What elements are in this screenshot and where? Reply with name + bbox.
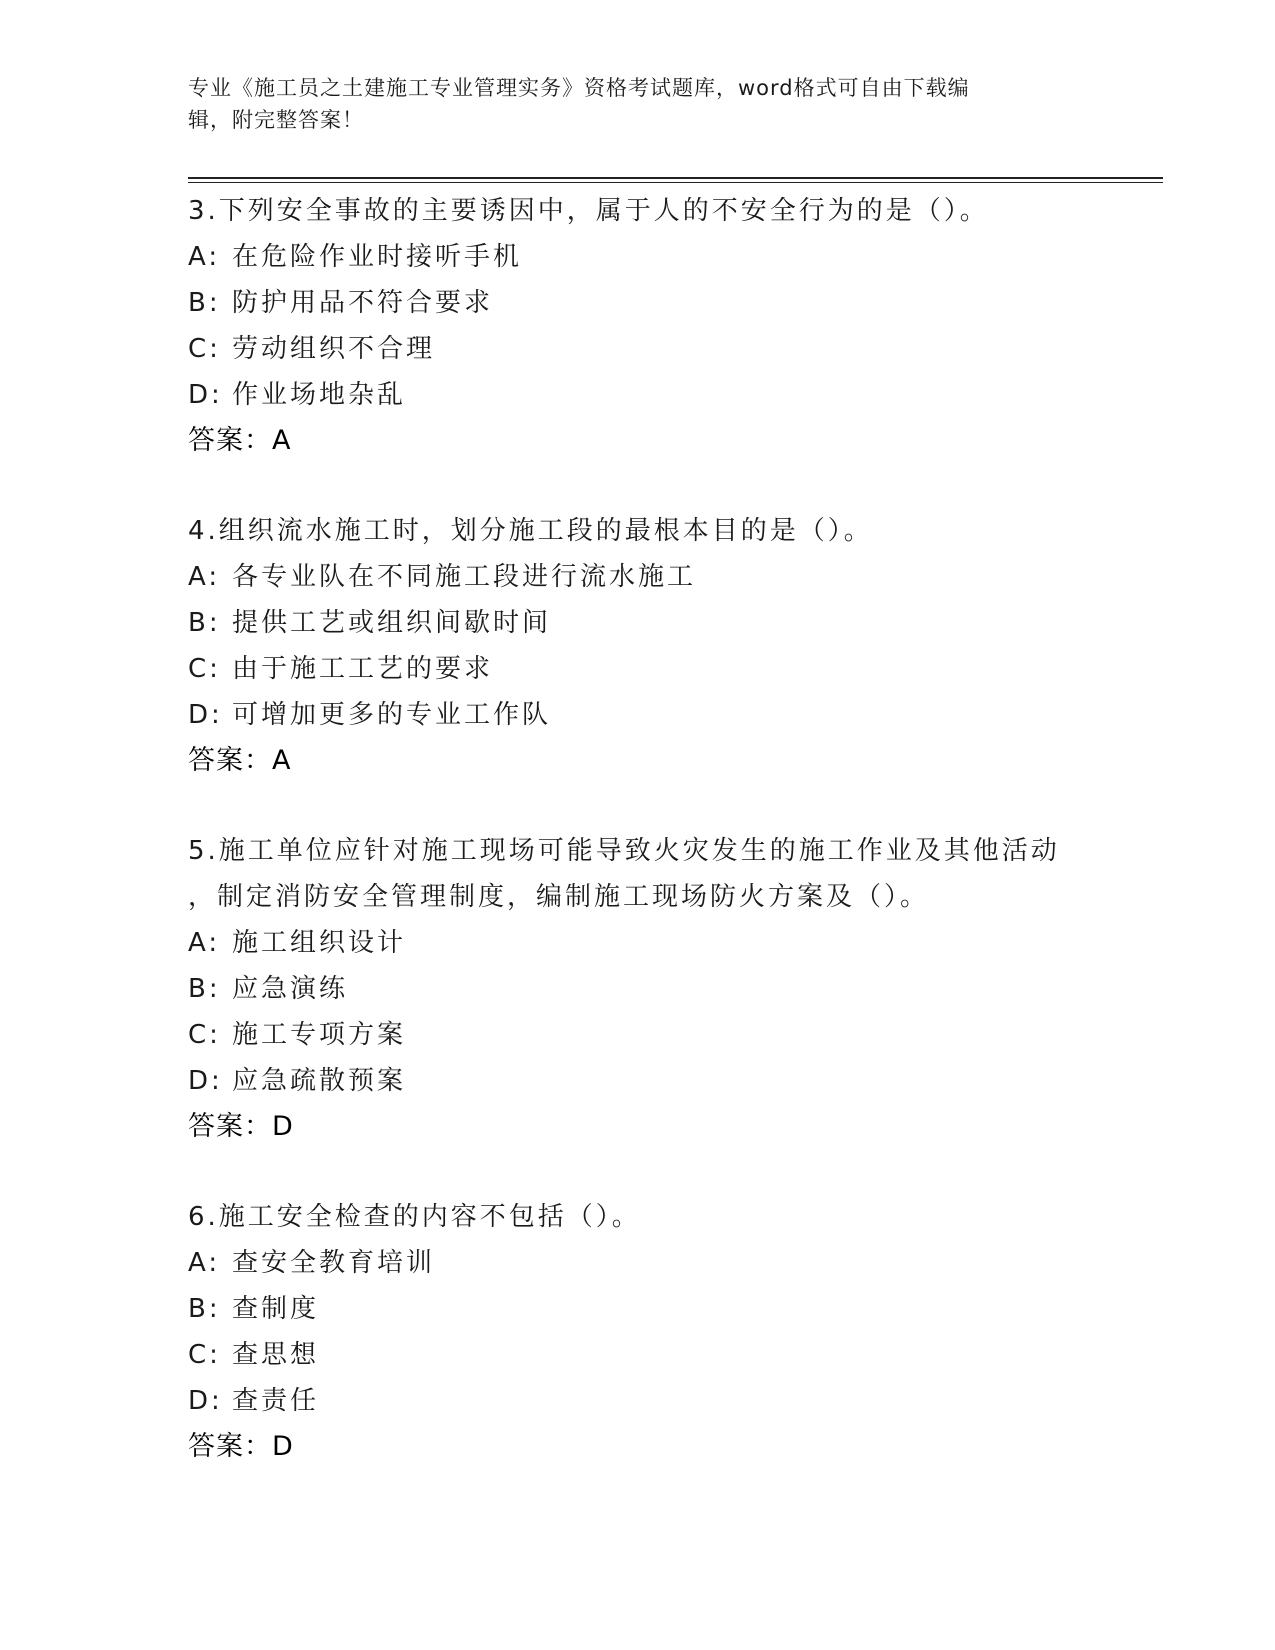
option-text: 劳动组织不合理 (232, 334, 436, 364)
question-spacer (188, 464, 1088, 508)
answer-line: 答案：A (188, 425, 292, 456)
option-letter: A: (188, 242, 221, 272)
question-6 (188, 1194, 1088, 1470)
option-letter: B: (188, 974, 221, 1004)
option-letter: B: (188, 1294, 221, 1324)
option-letter: B: (188, 608, 221, 638)
option-text: 查安全教育培训 (232, 1248, 436, 1278)
option-letter: C: (188, 334, 221, 364)
option-letter: D: (188, 380, 223, 410)
option-text: 应急疏散预案 (232, 1066, 407, 1096)
question-5 (188, 828, 1088, 1150)
option-c (188, 646, 1088, 692)
option-b (188, 966, 1088, 1012)
option-letter: A: (188, 562, 221, 592)
option-text: 查责任 (232, 1386, 320, 1416)
option-text: 在危险作业时接听手机 (232, 242, 523, 272)
question-stem-line-1: 5.施工单位应针对施工现场可能导致火灾发生的施工作业及其他活动 (188, 836, 1060, 866)
question-stem-line-2: ，制定消防安全管理制度，编制施工现场防火方案及（）。 (188, 882, 930, 912)
option-text: 可增加更多的专业工作队 (232, 700, 552, 730)
question-spacer (188, 784, 1088, 828)
answer-line: 答案：A (188, 745, 292, 776)
option-letter: D: (188, 1066, 223, 1096)
option-letter: A: (188, 928, 221, 958)
option-d (188, 372, 1088, 418)
option-letter: C: (188, 1020, 221, 1050)
option-b (188, 1286, 1088, 1332)
option-text: 施工组织设计 (232, 928, 407, 958)
option-b (188, 280, 1088, 326)
question-spacer (188, 1150, 1088, 1194)
option-c (188, 1012, 1088, 1058)
option-b (188, 600, 1088, 646)
option-text: 作业场地杂乱 (232, 380, 407, 410)
option-letter: C: (188, 654, 221, 684)
header-line-2: 辑，附完整答案！ (188, 108, 364, 132)
option-a (188, 554, 1088, 600)
option-text: 施工专项方案 (232, 1020, 407, 1050)
option-text: 各专业队在不同施工段进行流水施工 (232, 562, 697, 592)
option-letter: D: (188, 700, 223, 730)
option-text: 应急演练 (232, 974, 349, 1004)
question-3 (188, 188, 1088, 464)
option-a (188, 1240, 1088, 1286)
option-a (188, 234, 1088, 280)
option-text: 查思想 (232, 1340, 320, 1370)
answer-line: 答案：D (188, 1431, 294, 1462)
option-letter: A: (188, 1248, 221, 1278)
header-line-1: 专业《施工员之土建施工专业管理实务》资格考试题库，word格式可自由下载编 (188, 76, 970, 100)
option-c (188, 326, 1088, 372)
option-text: 提供工艺或组织间歇时间 (232, 608, 552, 638)
question-stem: 3.下列安全事故的主要诱因中，属于人的不安全行为的是（）。 (188, 196, 989, 226)
header-divider-thick (188, 177, 1163, 179)
option-text: 查制度 (232, 1294, 320, 1324)
question-stem: 6.施工安全检查的内容不包括（）。 (188, 1202, 641, 1232)
header-divider-thin (188, 182, 1163, 183)
option-d (188, 1058, 1088, 1104)
answer-line: 答案：D (188, 1111, 294, 1142)
option-text: 防护用品不符合要求 (232, 288, 494, 318)
option-c (188, 1332, 1088, 1378)
option-d (188, 692, 1088, 738)
document-header (188, 72, 1088, 136)
option-text: 由于施工工艺的要求 (232, 654, 494, 684)
question-stem: 4.组织流水施工时，划分施工段的最根本目的是（）。 (188, 516, 873, 546)
question-4 (188, 508, 1088, 784)
option-letter: B: (188, 288, 221, 318)
option-a (188, 920, 1088, 966)
option-letter: C: (188, 1340, 221, 1370)
question-list (188, 188, 1088, 1470)
option-d (188, 1378, 1088, 1424)
option-letter: D: (188, 1386, 223, 1416)
